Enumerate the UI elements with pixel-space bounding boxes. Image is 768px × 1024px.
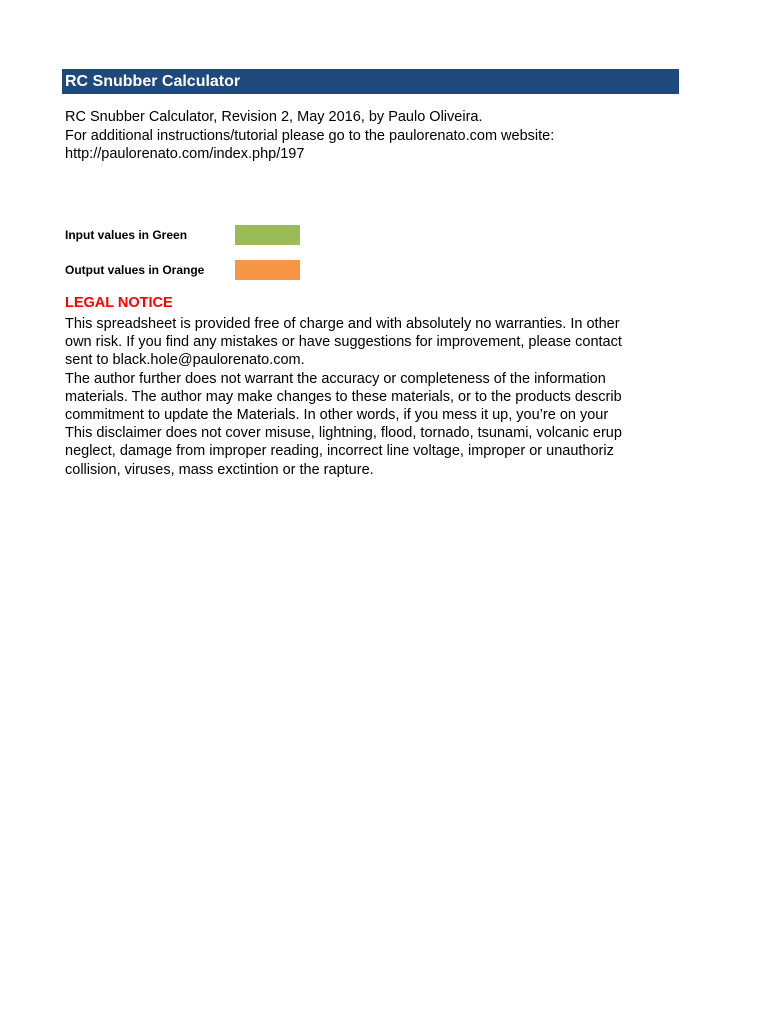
legal-notice-body xyxy=(65,315,679,479)
legal-line: sent to black.hole@paulorenato.com. xyxy=(65,352,305,369)
legend-output-label: Output values in Orange xyxy=(65,263,205,277)
intro-line-instructions: For additional instructions/tutorial please go to the paulorenato.com website: xyxy=(65,127,555,144)
legend-input-row xyxy=(65,225,305,245)
legal-line: The author further does not warrant the accuracy or completeness of the information xyxy=(65,370,606,387)
legal-line: commitment to update the Materials. In other words, if you mess it up, you’re on your xyxy=(65,407,609,424)
legend-output-row xyxy=(65,260,305,280)
legal-line: This disclaimer does not cover misuse, lightning, flood, tornado, tsunami, volcanic erup xyxy=(65,425,622,442)
intro-text xyxy=(65,108,679,164)
legal-line: collision, viruses, mass exctintion or the rapture. xyxy=(65,461,374,478)
legal-line: This spreadsheet is provided free of charge and with absolutely no warranties. In other xyxy=(65,316,620,332)
intro-line-revision: RC Snubber Calculator, Revision 2, May 2016, by Paulo Oliveira. xyxy=(65,109,483,125)
legend-input-swatch xyxy=(235,225,300,245)
legal-line: own risk. If you find any mistakes or have suggestions for improvement, please contact xyxy=(65,334,622,351)
legal-line: materials. The author may make changes to these materials, or to the products describ xyxy=(65,388,622,405)
page-title: RC Snubber Calculator xyxy=(65,72,241,90)
legal-notice-heading: LEGAL NOTICE xyxy=(65,295,173,311)
title-bar xyxy=(62,69,679,94)
legend-output-swatch xyxy=(235,260,300,280)
intro-line-url: http://paulorenato.com/index.php/197 xyxy=(65,146,305,162)
legal-line: neglect, damage from improper reading, incorrect line voltage, improper or unauthoriz xyxy=(65,443,614,460)
legend-input-label: Input values in Green xyxy=(65,228,188,242)
